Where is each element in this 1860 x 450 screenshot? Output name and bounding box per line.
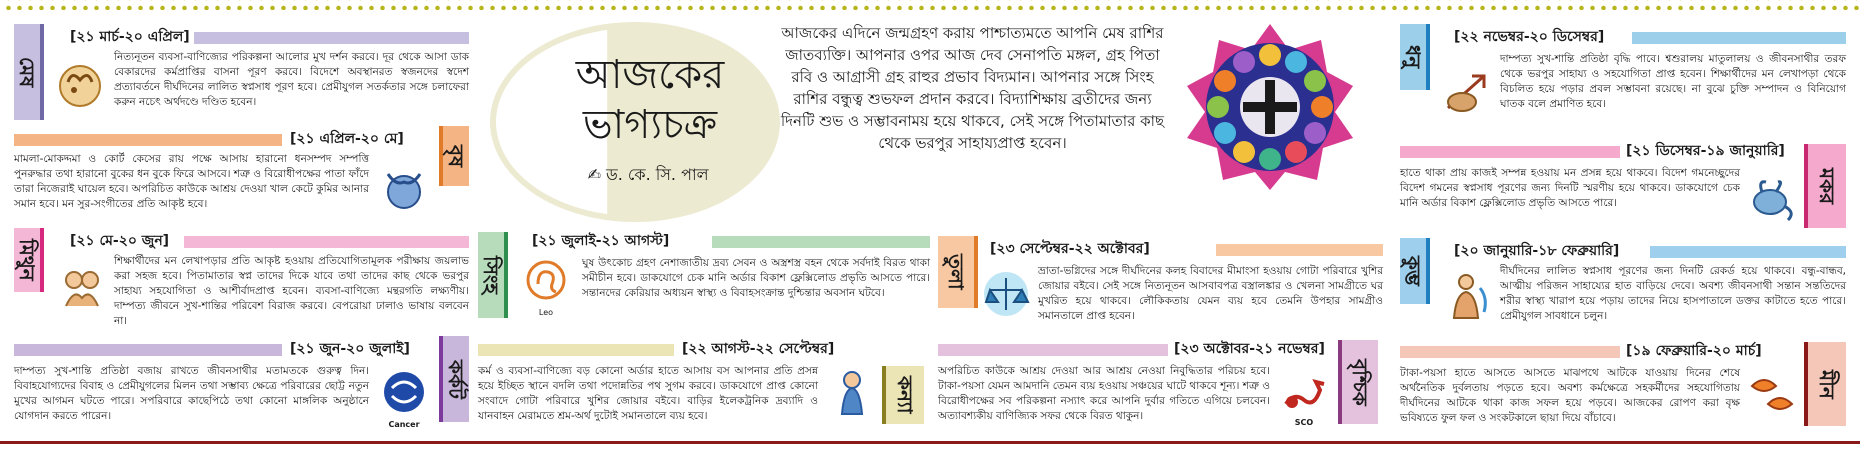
sign-name-brish: বৃষ	[444, 144, 468, 168]
sign-block-tula	[938, 236, 1383, 332]
sign-date-brish: [২১ এপ্রিল-২০ মে]	[290, 131, 404, 147]
virgo-icon	[824, 364, 880, 420]
author-line	[538, 162, 758, 189]
sign-block-kumbha	[1400, 238, 1846, 334]
aries-icon	[52, 58, 108, 114]
sign-tab-brishchik	[1338, 340, 1378, 424]
sign-block-mesh	[14, 24, 469, 120]
sign-bar-karkat	[14, 344, 282, 356]
sign-text-mithun: শিক্ষার্থীদের মন লেখাপড়ার প্রতি আকৃষ্ট হওয়ায় প্রতিযোগিতামূলক পরীক্ষায় জয়লাভ করা সহজ হবে। পিতামাতার স্বপ্ন তাদের দিকে যাবে তথা তাদের কাছ থেকে ভরপুর সাহায্য সহযোগিতা ও আশীর্বাদপ্রাপ্ত হবেন। ব্যবসা-বাণিজ্যে মন্থরগতি লক্ষ্যণীয়। দাম্পত্য জীবনে সুখ-শান্তির পরিবেশ বিরাজ করবে। বেপরোয়া ঢালাও ভাষায় বলবেন না।	[114, 255, 469, 327]
sign-bar-brishchik	[938, 344, 1168, 356]
sign-bar-singha	[712, 236, 930, 248]
sign-tab-tula	[938, 236, 978, 308]
sign-text-dhanu: দাম্পত্য সুখ-শান্তি প্রতিষ্ঠা বৃদ্ধি পাবে। শ্বশুরালয় মাতুলালয় ও জীবনসাথীর তরফ থেকে ভরপুর সাহায্য ও সহযোগিতা প্রাপ্ত হবেন। শিক্ষার্থীদের মন লেখাপড়া থেকে বিচলিত হয়ে পড়ার প্রবল সম্ভাবনা রয়েছে। না বুঝে চুক্তি সম্পাদন ও বিনিয়োগ ঘাতক বলে প্রমাণিত হবে।	[1500, 53, 1846, 110]
sign-name-karkat: কর্কট	[444, 359, 468, 399]
sign-name-tula: তুলা	[944, 254, 968, 290]
cancer-icon	[376, 366, 432, 422]
author-name: ড. কে. সি. পাল	[605, 165, 709, 184]
taurus-icon	[376, 160, 432, 216]
sign-block-meen	[1400, 338, 1846, 436]
leo-icon	[518, 254, 574, 310]
sign-block-singha	[478, 228, 930, 324]
sign-text-mesh: নিত্যনূতন ব্যবসা-বাণিজ্যের পরিকল্পনা আলোর মুখ দর্শন করবে। দূর থেকে আসা ডাক বেকারদের কর্মপ্রাপ্তির বাসনা পূরণ করবে। বিদেশে অবস্থানরত স্বজনদের স্বদেশ প্রত্যাবর্তনে দীর্ঘদিনের লালিত স্বপ্নসাধ পূরণ হবে। প্রেমীযুগল সতর্কতার সঙ্গে চলাফেরা করুন নচেৎ অর্থদণ্ডে দণ্ডিত হবেন।	[114, 51, 469, 108]
sign-block-dhanu	[1400, 24, 1846, 132]
page-title: আজকের ভাগ্যচক্র	[575, 52, 725, 148]
sign-name-mithun: মিথুন	[15, 239, 39, 281]
sign-name-singha: সিংহ	[479, 255, 503, 295]
sign-tab-dhanu	[1400, 24, 1430, 90]
sign-text-makar: হাতে থাকা প্রায় কাজই সম্পন্ন হওয়ায় মন প্রসন্ন হয়ে থাকবে। বিদেশ গমনেচ্ছুদের বিদেশ গমনের স্বপ্নসাধ পূরণের জন্য দিনটি স্মরণীয় হয়ে থাকবে। ডাকযোগে চেক মানি অর্ডার বিকাশ ফ্লেক্সিলোড প্রভৃতি আসতে পারে।	[1400, 167, 1740, 209]
cancer-icon-label: Cancer	[388, 420, 420, 429]
sign-bar-kumbha	[1650, 246, 1846, 258]
sign-date-dhanu: [২২ নভেম্বর-২০ ডিসেম্বর]	[1454, 29, 1605, 45]
sign-text-brish: মামলা-মোকদ্দমা ও কোর্ট কেসের রায় পক্ষে আসায় হারানো ধনসম্পদ সম্পত্তি পুনরুদ্ধার তথা হারানো বুকের ধন বুকে ফিরে আসবে। শত্রু ও বিরোধীপক্ষের পাতা ফাঁদে তারা নিজেরাই ঘায়েল হবে। অপরিচিত কাউকে আশ্রয় দেওয়া খাল কেটে কুমির আনার সমান হবে। মন সুর-সংগীতের প্রতি আকৃষ্ট হবে।	[14, 153, 369, 210]
sign-date-tula: [২৩ সেপ্টেম্বর-২২ অক্টোবর]	[990, 241, 1150, 257]
sign-name-makar: মকর	[1815, 167, 1839, 205]
sign-tab-kanya	[882, 366, 924, 424]
gemini-icon	[54, 258, 110, 314]
sign-date-singha: [২১ জুলাই-২১ আগস্ট]	[532, 233, 670, 249]
sign-name-meen: মীন	[1815, 369, 1839, 399]
sign-bar-mithun	[184, 236, 469, 248]
sign-text-karkat: দাম্পত্য সুখ-শান্তি প্রতিষ্ঠা বজায় রাখতে জীবনসাথীর মতামতকে গুরুত্ব দিন। বিবাহযোগ্যদের বিবাহ ও প্রেমীযুগলের মিলন তথা সম্ভাব্য ক্ষেত্রে পরিবারের ছোট্ট নতুন মুখের আগমন ঘটতে পারে। সপরিবারে কাছেপিঠে তথা কোনো মাঙ্গলিক অনুষ্ঠানে যোগদান করতে পারেন।	[14, 365, 369, 422]
pen-icon: ✍	[587, 165, 606, 184]
sign-block-brish	[14, 126, 469, 222]
sign-bar-tula	[1216, 244, 1383, 256]
leo-icon-label: Leo	[538, 308, 554, 317]
sign-date-kanya: [২২ আগস্ট-২২ সেপ্টেম্বর]	[682, 341, 835, 357]
zodiac-wheel-icon	[1185, 22, 1355, 192]
pisces-icon	[1744, 366, 1800, 422]
sign-bar-makar	[1400, 146, 1620, 158]
sign-bar-brish	[14, 134, 282, 146]
sign-date-meen: [১৯ ফেব্রুয়ারি-২০ মার্চ]	[1626, 343, 1762, 359]
sign-bar-dhanu	[1632, 32, 1846, 44]
aquarius-icon	[1440, 268, 1496, 324]
sign-date-brishchik: [২৩ অক্টোবর-২১ নভেম্বর]	[1174, 341, 1325, 357]
sign-block-karkat	[14, 336, 469, 436]
sign-text-tula: ভ্রাতা-ভগ্নিদের সঙ্গে দীর্ঘদিনের কলহ বিবাদের মীমাংসা হওয়ায় গোটা পরিবারে খুশির জোয়ার বইবে। সেই সঙ্গে নিত্যনূতন আসবাবপত্র বস্ত্রালঙ্কার ও খেলনা সামগ্রীতে ঘর মুখরিত হয়ে থাকবে। লৌকিকতায় যেমন ব্যয় হবে তেমনি উপহার সামগ্রীও সমানতালে প্রাপ্ত হবেন।	[1038, 265, 1383, 322]
intro-text: আজকের এদিনে জন্মগ্রহণ করায় পাশ্চাত্যমতে আপনি মেষ রাশির জাতব্যক্তি। আপনার ওপর আজ দেব সেনাপতি মঙ্গল, গ্রহ পিতা রবি ও আগ্রাসী গ্রহ রাহুর প্রভাব বিদ্যমান। আপনার সঙ্গে সিংহ রাশির বন্ধুত্ব শুভফল প্রদান করবে। বিদ্যাশিক্ষায় ব্রতীদের জন্য দিনটি শুভ ও সম্ভাবনাময় হয়ে থাকবে, সেই সঙ্গে পিতামাতার কাছ থেকে ভরপুর সাহায্যপ্রাপ্ত হবেন।	[780, 24, 1165, 152]
capricorn-icon	[1744, 172, 1800, 228]
sign-name-brishchik: বৃশ্চিক	[1348, 358, 1372, 406]
sagittarius-icon	[1440, 64, 1496, 120]
sign-tab-makar	[1804, 144, 1846, 228]
sign-tab-singha	[478, 232, 508, 318]
sign-block-makar	[1400, 138, 1846, 234]
libra-icon	[978, 266, 1034, 322]
sign-tab-kumbha	[1400, 238, 1430, 304]
sign-block-brishchik	[938, 336, 1383, 436]
sign-text-kanya: কর্ম ও ব্যবসা-বাণিজ্যে বড় কোনো অর্ডার হাতে আসায় বস আপনার প্রতি প্রসন্ন হয়ে ইচ্ছিত স্থানে বদলি তথা পদোন্নতির পথ সুগম করবে। ডাকযোগে প্রাপ্ত কোনো সংবাদে গোটা পরিবারে খুশির জোয়ার বইবে। বাড়ির ইলেকট্রনিক দ্রব্যাদি ও যানবাহন মেরামতে শ্রম-অর্থ দুটোই সমানতালে ব্যয় হবে।	[478, 365, 818, 422]
bottom-rule	[0, 441, 1860, 444]
sign-bar-meen	[1400, 346, 1620, 358]
sign-block-mithun	[14, 228, 469, 327]
sign-text-kumbha: দীর্ঘদিনের লালিত স্বপ্নসাধ পূরণের জন্য দিনটি রেকর্ড হয়ে থাকবে। বন্ধু-বান্ধব, আত্মীয় পরিজন সাহায্যের হাত বাড়িয়ে দেবে। অবশ্য জীবনসাথী সন্তান সন্ততিদের শরীর স্বাস্থ্য খারাপ হয়ে পড়ায় তাদের নিয়ে হাসপাতালে ডক্তর কাটাতে হতে পারে। প্রেমীযুগল সাবধানে চলুন।	[1500, 265, 1846, 322]
scorpio-icon	[1276, 364, 1332, 420]
sign-text-meen: টাকা-পয়সা হাতে আসতে আসতে মাঝপথে আটকে যাওয়ায় দিনের শেষে অর্থনৈতিক দুর্বলতায় পড়তে হবে। অবশ্য কর্মক্ষেত্রে সহকর্মীদের সহযোগিতায় দীর্ঘদিনের আটকে থাকা কাজ সফল হয়ে পড়বে। আজকের রোপণ করা বৃক্ষ ভবিষ্যতে ফুল ফল ও সংকটকালে ছায়া দিয়ে বাঁচাবে।	[1400, 367, 1740, 424]
sign-block-kanya	[478, 336, 930, 436]
sign-date-kumbha: [২০ জানুয়ারি-১৮ ফেব্রুয়ারি]	[1454, 243, 1620, 259]
top-dotted-border	[0, 0, 1860, 10]
sign-name-mesh: মেষ	[15, 56, 39, 88]
sign-tab-karkat	[439, 336, 469, 422]
sign-date-makar: [২১ ডিসেম্বর-১৯ জানুয়ারি]	[1626, 143, 1785, 159]
sign-name-kumbha: কুম্ভ	[1401, 256, 1425, 286]
sign-tab-mesh	[14, 24, 44, 120]
sign-tab-mithun	[14, 228, 44, 292]
sign-bar-kanya	[478, 344, 674, 356]
sign-bar-mesh	[194, 32, 469, 44]
sign-date-karkat: [২১ জুন-২০ জুলাই]	[290, 341, 410, 357]
sign-date-mesh: [২১ মার্চ-২০ এপ্রিল]	[70, 29, 190, 45]
title-badge	[490, 22, 780, 222]
sign-tab-brish	[439, 126, 469, 186]
sign-tab-meen	[1804, 342, 1846, 426]
sign-text-brishchik: অপরিচিত কাউকে আশ্রয় দেওয়া আর আশ্রয় নেওয়া নিবুদ্ধিতার পরিচয় হবে। টাকা-পয়সা যেমন আমদানি তেমন ব্যয় হওয়ায় সঞ্চয়ের ঘাটে থাকবে শূন্য। শত্রু ও বিরোধীপক্ষের সব পরিকল্পনা নস্যাৎ করে আপনি দুর্বার গতিতে এগিয়ে চলবেন। অত্যাবশ্যকীয় বাণিজ্যিক সফর থেকে বিরত থাকুন।	[938, 365, 1270, 422]
scorpio-icon-label: SCO	[1294, 418, 1314, 427]
sign-text-singha: ঘুষ উৎকোচ গ্রহণ নেশাজাতীয় দ্রব্য সেবন ও অস্ত্রশস্ত্র বহন থেকে সর্বদাই বিরত থাকা সমীচীন হবে। ডাকযোগে চেক মানি অর্ডার বিকাশ ফ্লেক্সিলোড প্রভৃতি আসতে পারে। সন্তানদের কেরিয়ার অধ্যয়ন স্বাস্থ্য ও বিবাহসংক্রান্ত দুশ্চিন্তার অবসান ঘটবে।	[582, 257, 930, 299]
sign-date-mithun: [২১ মে-২০ জুন]	[70, 233, 170, 249]
sign-name-dhanu: ধনু	[1401, 45, 1425, 69]
sign-name-kanya: কন্যা	[893, 376, 917, 414]
